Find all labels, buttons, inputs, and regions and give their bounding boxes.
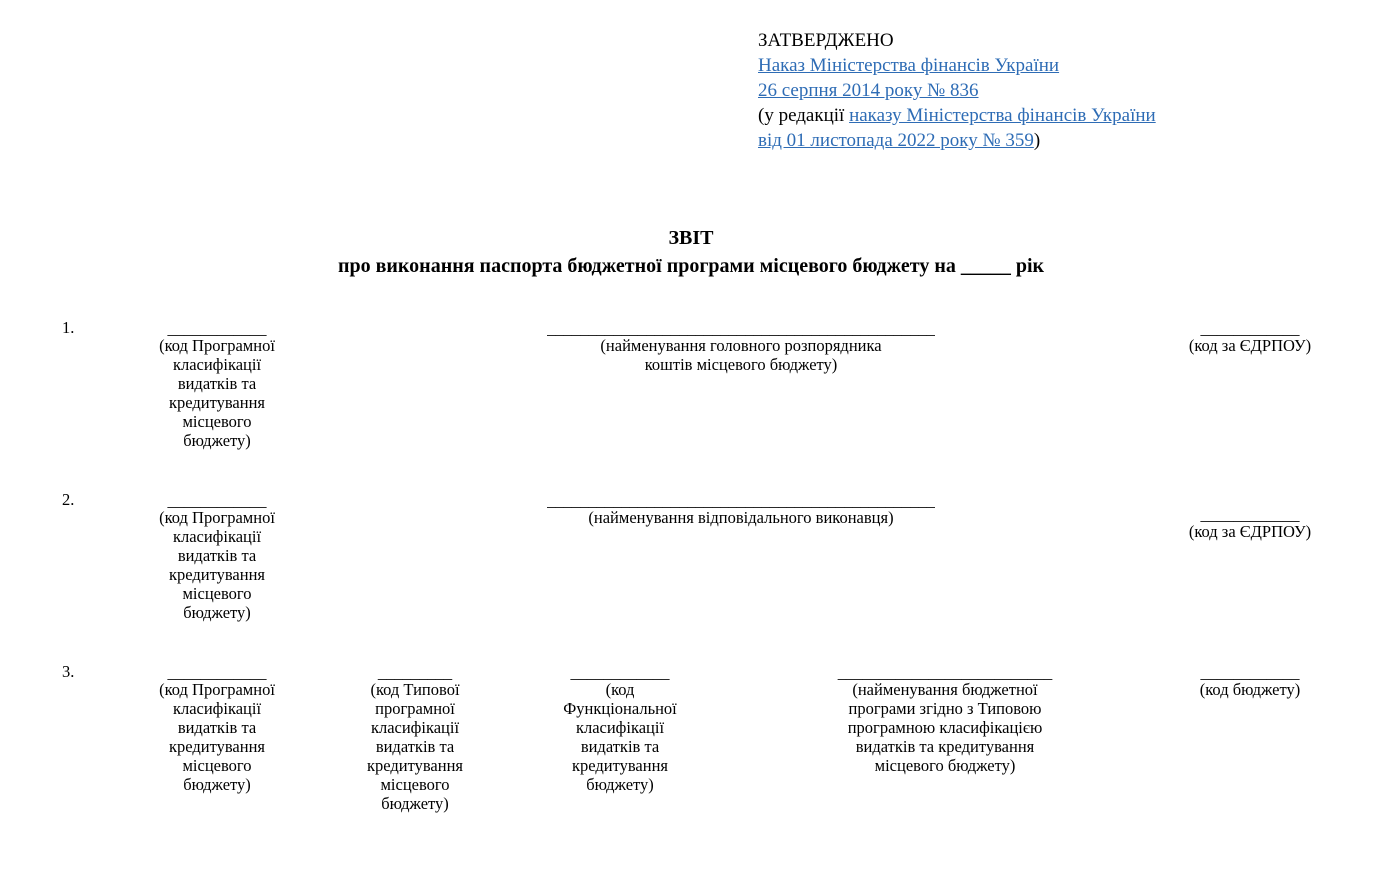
field-typical-program-code bbox=[352, 663, 478, 813]
field-label: (код Програмної класифікації видатків та кредитування місцевого бюджету) bbox=[159, 680, 275, 794]
blank-line: _________ bbox=[377, 663, 453, 682]
blank-line: ____________ bbox=[1200, 663, 1300, 682]
field-label: (найменування відповідального виконавця) bbox=[588, 508, 894, 527]
revision-suffix: ) bbox=[1033, 130, 1041, 151]
approval-order-line-1 bbox=[758, 53, 1156, 78]
approval-revision-line-2 bbox=[758, 128, 1156, 153]
section-number-3: 3. bbox=[62, 662, 75, 681]
blank-line: _______________________________________________ bbox=[547, 491, 935, 510]
field-label: (код Програмної класифікації видатків та кредитування місцевого бюджету) bbox=[159, 508, 275, 622]
blank-line: _______________________________________________ bbox=[547, 319, 935, 338]
field-functional-code bbox=[554, 663, 686, 794]
blank-line: ____________ bbox=[167, 663, 267, 682]
page-title: ЗВІТ bbox=[668, 227, 714, 249]
field-chief-administrator-name bbox=[545, 319, 937, 374]
blank-line: __________________________ bbox=[837, 663, 1053, 682]
field-budget-program-name bbox=[830, 663, 1060, 775]
field-label: (код Типової програмної класифікації видатків та кредитування місцевого бюджету) bbox=[367, 680, 463, 813]
revision-link-ministry[interactable]: наказу Міністерства фінансів України bbox=[849, 105, 1156, 126]
title-block bbox=[0, 224, 1382, 280]
field-responsible-executor-name bbox=[545, 491, 937, 527]
approval-order-line-2 bbox=[758, 78, 1156, 103]
order-link-ministry[interactable]: Наказ Міністерства фінансів України bbox=[758, 55, 1060, 76]
field-label: (код Програмної класифікації видатків та кредитування місцевого бюджету) bbox=[159, 336, 275, 450]
blank-line: ____________ bbox=[1200, 505, 1300, 524]
field-label: (код за ЄДРПОУ) bbox=[1188, 336, 1312, 355]
blank-line: ____________ bbox=[570, 663, 670, 682]
field-label: (найменування бюджетної програми згідно з Типовою програмною класифікацією видатків та кредитування місцевого бюджету) bbox=[847, 680, 1043, 775]
field-label: (код Функціональної класифікації видатків та кредитування бюджету) bbox=[563, 680, 677, 794]
field-budget-code bbox=[1175, 663, 1325, 699]
approval-stamp: ЗАТВЕРДЖЕНО bbox=[758, 30, 894, 51]
section-number-2: 2. bbox=[62, 490, 75, 509]
field-edrpou-code-1 bbox=[1175, 319, 1325, 355]
approval-revision-line-1 bbox=[758, 103, 1156, 128]
approval-block bbox=[758, 28, 1156, 153]
field-program-code-1 bbox=[154, 319, 280, 450]
order-link-date-number[interactable]: 26 серпня 2014 року № 836 bbox=[758, 80, 979, 101]
field-program-code-3 bbox=[154, 663, 280, 794]
field-label: (код за ЄДРПОУ) bbox=[1188, 522, 1312, 541]
section-number-1: 1. bbox=[62, 318, 75, 337]
revision-prefix: (у редакції bbox=[758, 105, 850, 126]
page-subtitle: про виконання паспорта бюджетної програми місцевого бюджету на _____ рік bbox=[337, 255, 1045, 277]
field-edrpou-code-2 bbox=[1175, 505, 1325, 541]
blank-line: ____________ bbox=[1200, 319, 1300, 338]
revision-link-date-number[interactable]: від 01 листопада 2022 року № 359 bbox=[758, 130, 1034, 151]
field-program-code-2 bbox=[154, 491, 280, 622]
field-label: (найменування головного розпорядника коштів місцевого бюджету) bbox=[600, 336, 882, 374]
field-label: (код бюджету) bbox=[1199, 680, 1301, 699]
blank-line: ____________ bbox=[167, 319, 267, 338]
blank-line: ____________ bbox=[167, 491, 267, 510]
